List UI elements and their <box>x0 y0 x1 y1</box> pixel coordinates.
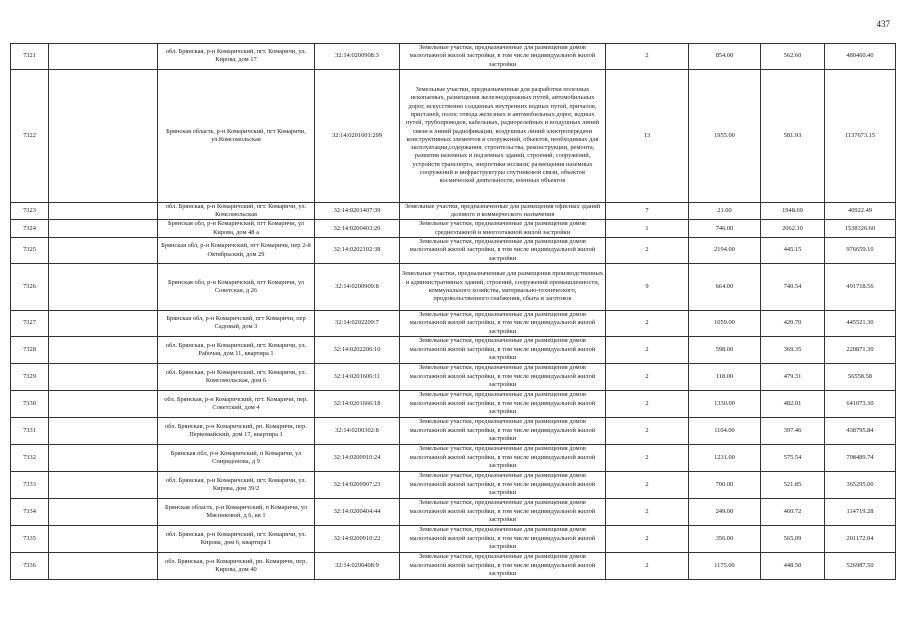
row-number: 7322 <box>11 69 49 202</box>
land-use-cell: Земельные участки, предназначенные для размещения домов малоэтажной жилой застройки, в том числе индивидуальной жилой застройки <box>400 44 606 70</box>
cadastral-number-cell: 32:14:0202102:38 <box>315 238 400 264</box>
group-cell: 2 <box>606 444 689 471</box>
row-number: 7336 <box>11 552 49 579</box>
land-use-cell: Земельные участки, предназначенные для размещения домов малоэтажной жилой застройки, в том числе индивидуальной жилой застройки <box>400 498 606 525</box>
rate-cell: 460.72 <box>761 498 825 525</box>
cadastral-value-cell: 491718.56 <box>825 263 896 310</box>
row-number: 7323 <box>11 202 49 220</box>
table-row <box>11 417 896 444</box>
group-cell: 13 <box>606 69 689 202</box>
area-cell: 21.00 <box>689 202 761 220</box>
land-use-cell: Земельные участки, предназначенные для размещения офисных зданий делового и коммерческого назначения <box>400 202 606 220</box>
area-cell: 664.00 <box>689 263 761 310</box>
row-number: 7321 <box>11 44 49 70</box>
area-cell: 356.00 <box>689 525 761 552</box>
rate-cell: 562.60 <box>761 44 825 70</box>
area-cell: 1330.00 <box>689 390 761 417</box>
cadastral-number-cell: 32:14:0202209:7 <box>315 310 400 336</box>
rate-cell: 2062.10 <box>761 220 825 238</box>
cadastral-number-cell: 32:14:0202206:10 <box>315 336 400 363</box>
cadastral-number-cell: 32:14:0200302:8 <box>315 417 400 444</box>
address-cell: Брянская обл, р-н Комаричский, пгт Комаричи, ул Советская, д 26 <box>158 263 315 310</box>
row-number: 7332 <box>11 444 49 471</box>
rate-cell: 445.15 <box>761 238 825 264</box>
cadastral-value-cell: 40922.49 <box>825 202 896 220</box>
group-cell: 2 <box>606 471 689 498</box>
area-cell: 1059.00 <box>689 310 761 336</box>
address-cell: Брянская область, р-н Комаричский, п Комаричи, ул Мясниковой, д 6, кв 1 <box>158 498 315 525</box>
address-cell: обл. Брянская, р-н Комаричский, пгт. Комаричи, ул. Комсомольская <box>158 202 315 220</box>
area-cell: 700.00 <box>689 471 761 498</box>
table-row <box>11 69 896 202</box>
area-cell: 746.00 <box>689 220 761 238</box>
table-row <box>11 310 896 336</box>
cadastral-number-cell: 32:14:0200907:23 <box>315 471 400 498</box>
cadastral-value-cell: 220871.30 <box>825 336 896 363</box>
row-number: 7327 <box>11 310 49 336</box>
table-row <box>11 44 896 70</box>
table-row <box>11 336 896 363</box>
table-row <box>11 444 896 471</box>
area-cell: 2194.00 <box>689 238 761 264</box>
row-number: 7333 <box>11 471 49 498</box>
table-row <box>11 238 896 264</box>
land-use-cell: Земельные участки, предназначенные для размещения домов малоэтажной жилой застройки, в том числе индивидуальной жилой застройки <box>400 363 606 390</box>
group-cell: 9 <box>606 263 689 310</box>
row-number: 7335 <box>11 525 49 552</box>
group-cell: 2 <box>606 498 689 525</box>
rate-cell: 482.01 <box>761 390 825 417</box>
address-cell: Брянская обл, р-н Комаричский, пгт Комаричи, пер Садовый, дом 3 <box>158 310 315 336</box>
cadastral-value-cell: 480460.40 <box>825 44 896 70</box>
rate-cell: 420.70 <box>761 310 825 336</box>
cadastral-value-cell: 526987.50 <box>825 552 896 579</box>
cadastral-value-cell: 708489.74 <box>825 444 896 471</box>
address-cell: обл. Брянская, р-н Комаричский, пгт. Комаричи, ул. Кирова, дом 6, квартира 1 <box>158 525 315 552</box>
address-cell: Брянская область, р-н Комаричский, пгт Комаричи, ул.Комсомольская <box>158 69 315 202</box>
land-use-cell: Земельные участки, предназначенные для размещения домов малоэтажной жилой застройки, в том числе индивидуальной жилой застройки <box>400 310 606 336</box>
land-use-cell: Земельные участки, предназначенные для размещения домов малоэтажной жилой застройки, в том числе индивидуальной жилой застройки <box>400 552 606 579</box>
rate-cell: 397.46 <box>761 417 825 444</box>
area-cell: 1104.00 <box>689 417 761 444</box>
land-use-cell: Земельные участки, предназначенные для размещения домов среднеэтажной и многоэтажной жилой застройки <box>400 220 606 238</box>
rate-cell: 448.50 <box>761 552 825 579</box>
area-cell: 1175.00 <box>689 552 761 579</box>
land-use-cell: Земельные участки, предназначенные для размещения домов малоэтажной жилой застройки, в том числе индивидуальной жилой застройки <box>400 444 606 471</box>
page-number: 437 <box>876 19 890 29</box>
table-row <box>11 525 896 552</box>
row-number: 7329 <box>11 363 49 390</box>
cadastral-value-cell: 445521.30 <box>825 310 896 336</box>
cadastral-number-cell: 32:14:0200404:44 <box>315 498 400 525</box>
address-cell: обл. Брянская, р-н Комаричский, пгт. Комаричи, ул. Кирова, дом 39/2 <box>158 471 315 498</box>
rate-cell: 369.35 <box>761 336 825 363</box>
land-use-cell: Земельные участки, предназначенные для размещения домов малоэтажной жилой застройки, в том числе индивидуальной жилой застройки <box>400 390 606 417</box>
row-number: 7330 <box>11 390 49 417</box>
table-row <box>11 363 896 390</box>
cadastral-value-cell: 56558.58 <box>825 363 896 390</box>
table-row <box>11 552 896 579</box>
area-cell: 854.00 <box>689 44 761 70</box>
cadastral-value-cell: 365295.00 <box>825 471 896 498</box>
table-row <box>11 498 896 525</box>
rate-cell: 565.09 <box>761 525 825 552</box>
address-cell: обл. Брянская, р-н Комаричский, пгт. Комаричи, пер. Советский, дом 4 <box>158 390 315 417</box>
cadastral-value-cell: 1137673.15 <box>825 69 896 202</box>
table-row <box>11 390 896 417</box>
land-use-cell: Земельные участки, предназначенные для размещения домов малоэтажной жилой застройки, в том числе индивидуальной жилой застройки <box>400 417 606 444</box>
row-number: 7328 <box>11 336 49 363</box>
row-number: 7324 <box>11 220 49 238</box>
group-cell: 2 <box>606 44 689 70</box>
cadastral-value-cell: 976659.10 <box>825 238 896 264</box>
cadastral-number-cell: 32:14:0200408:9 <box>315 552 400 579</box>
group-cell: 2 <box>606 390 689 417</box>
area-cell: 118.00 <box>689 363 761 390</box>
cadastral-number-cell: 32:14:0200909:8 <box>315 263 400 310</box>
cadastral-value-cell: 1538326.60 <box>825 220 896 238</box>
rate-cell: 479.31 <box>761 363 825 390</box>
cadastral-number-cell: 32:14:0201666:18 <box>315 390 400 417</box>
cadastral-number-cell: 32:14:0201601:299 <box>315 69 400 202</box>
cadastral-number-cell: 32:14:0201606:11 <box>315 363 400 390</box>
cadastral-number-cell: 32:14:0200403:20 <box>315 220 400 238</box>
group-cell: 2 <box>606 417 689 444</box>
address-cell: Брянская обл, р-н Комаричский, пгт Комаричи, пер 2-й Октябрьский, дом 29 <box>158 238 315 264</box>
area-cell: 1955.00 <box>689 69 761 202</box>
address-cell: обл. Брянская, р-н Комаричский, пгт. Комаричи, ул. Комсомольская, дом 6 <box>158 363 315 390</box>
row-number: 7326 <box>11 263 49 310</box>
land-use-cell: Земельные участки, предназначенные для размещения домов малоэтажной жилой застройки, в том числе индивидуальной жилой застройки <box>400 238 606 264</box>
address-cell: обл. Брянская, р-н Комаричский, пгт. Комаричи, ул. Кирова, дом 17 <box>158 44 315 70</box>
area-cell: 598.00 <box>689 336 761 363</box>
row-number: 7325 <box>11 238 49 264</box>
group-cell: 2 <box>606 310 689 336</box>
land-use-cell: Земельные участки, предназначенные для размещения домов малоэтажной жилой застройки, в том числе индивидуальной жилой застройки <box>400 525 606 552</box>
cadastral-value-cell: 438795.84 <box>825 417 896 444</box>
group-cell: 1 <box>606 220 689 238</box>
address-cell: обл. Брянская, р-н Комаричский, рп. Комаричи, пер. Кирова, дом 40 <box>158 552 315 579</box>
cadastral-value-cell: 201172.04 <box>825 525 896 552</box>
land-use-cell: Земельные участки, предназначенные для размещения домов малоэтажной жилой застройки, в том числе индивидуальной жилой застройки <box>400 471 606 498</box>
address-cell: Брянская обл, р-н Комаричский, п Комаричи, ул Спиридонова, д 9 <box>158 444 315 471</box>
row-number: 7334 <box>11 498 49 525</box>
rate-cell: 575.54 <box>761 444 825 471</box>
land-use-cell: Земельные участки, предназначенные для размещения домов малоэтажной жилой застройки, в том числе индивидуальной жилой застройки <box>400 336 606 363</box>
rate-cell: 740.54 <box>761 263 825 310</box>
cadastral-number-cell: 32:14:0200908:3 <box>315 44 400 70</box>
address-cell: обл. Брянская, р-н Комаричский, рп. Комаричи, пер. Первомайский, дом 17, квартира 1 <box>158 417 315 444</box>
cadastral-value-cell: 641073.30 <box>825 390 896 417</box>
rate-cell: 581.93 <box>761 69 825 202</box>
group-cell: 2 <box>606 525 689 552</box>
row-number: 7331 <box>11 417 49 444</box>
table-row <box>11 471 896 498</box>
area-cell: 1231.00 <box>689 444 761 471</box>
cadastral-value-table <box>10 43 896 580</box>
rate-cell: 1948.69 <box>761 202 825 220</box>
area-cell: 249.00 <box>689 498 761 525</box>
group-cell: 7 <box>606 202 689 220</box>
table-row <box>11 220 896 238</box>
land-use-cell: Земельные участки, предназначенные для разработки полезных ископаемых, размещения железнодорожных путей, автомобильных дорог, искусственно созданных внутренних водных путей, причалов, пристаней, полос отвода железных и автомобильных дорог, водных путей, трубопроводов, кабельных, радиорелейных и воздушных линий связи и линий радиофикации, воздушных линий электропередачи конструктивных элементов и сооружений, объектов, необходимых для эксплуатации,содержания, строительства, реконструкции, ремонта, развития наземных и подземных зданий, строений, сооружений, устройств транспорта, энергетики иссвязи; размещения наземных сооружений и инфраструктуры спутниковой связи, объектов космической деятельности, военных объектов <box>400 69 606 202</box>
cadastral-number-cell: 32:14:0201407:39 <box>315 202 400 220</box>
address-cell: обл. Брянская, р-н Комаричский, пгт. Комаричи, ул. Рабочая, дом 11, квартира 1 <box>158 336 315 363</box>
table-row <box>11 263 896 310</box>
cadastral-number-cell: 32:14:0200910:24 <box>315 444 400 471</box>
land-use-cell: Земельные участки, предназначенные для размещения производственных и административных зданий, строений, сооружений промышленности, коммунального хозяйства, материально-технического, продовольственного снабжения, сбыта и заготовок <box>400 263 606 310</box>
table-row <box>11 202 896 220</box>
address-cell: Брянская обл, р-н Комаричский, пгт Комаричи, ул Кирова, дом 48 а <box>158 220 315 238</box>
rate-cell: 521.85 <box>761 471 825 498</box>
cadastral-number-cell: 32:14:0200910:22 <box>315 525 400 552</box>
cadastral-value-cell: 114719.28 <box>825 498 896 525</box>
group-cell: 2 <box>606 238 689 264</box>
group-cell: 2 <box>606 336 689 363</box>
group-cell: 2 <box>606 552 689 579</box>
group-cell: 2 <box>606 363 689 390</box>
